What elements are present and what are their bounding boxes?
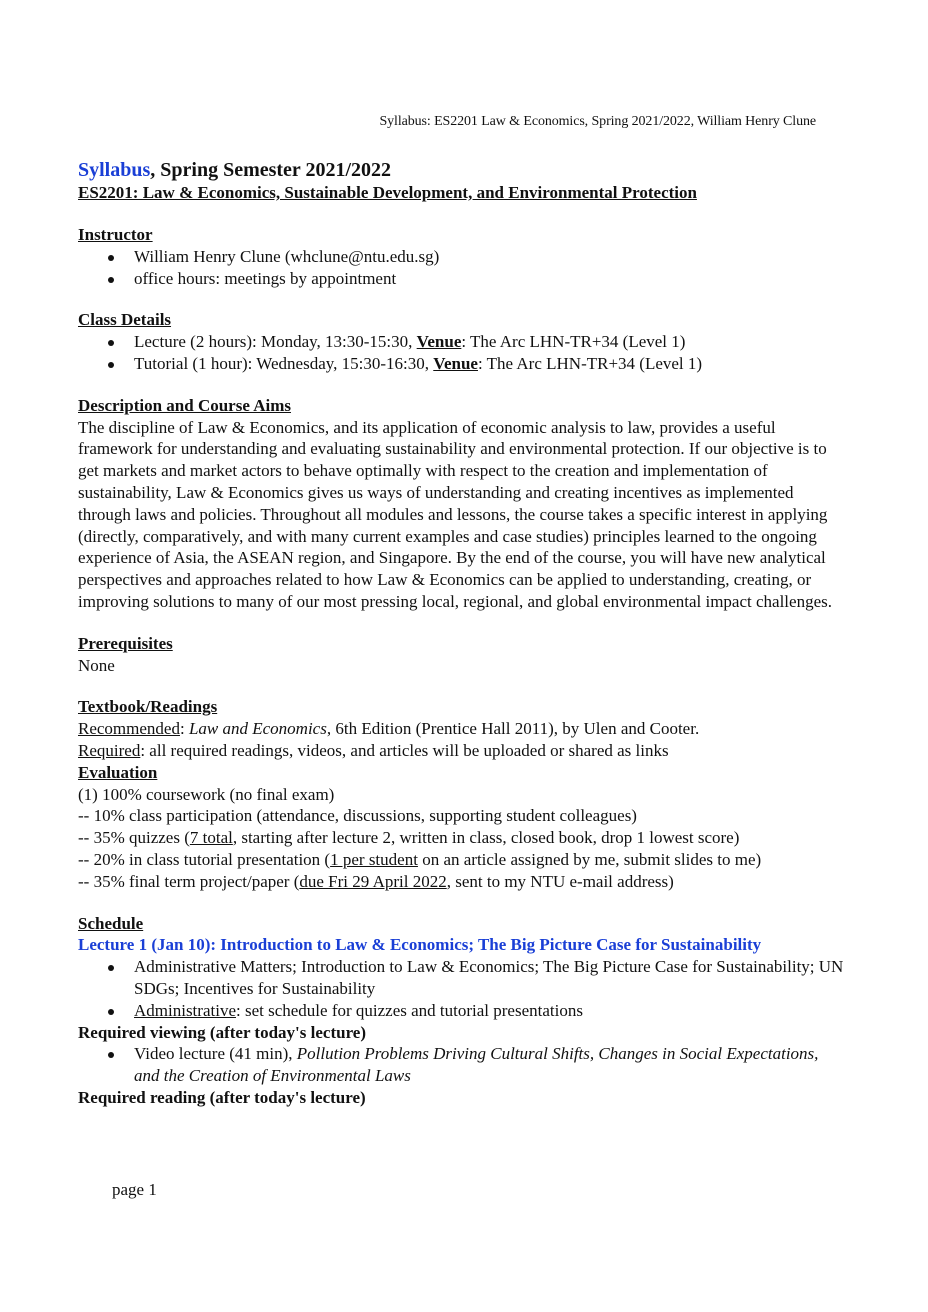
- administrative-label: Administrative: [134, 1000, 236, 1020]
- textbook-heading: Textbook/Readings: [78, 697, 218, 717]
- video-title: Pollution Problems Driving Cultural Shifts, Changes in Social Expectations, and the Creation of Environmental Laws: [134, 1044, 819, 1086]
- class-details-heading: Class Details: [78, 310, 172, 330]
- venue-label: Venue: [416, 332, 462, 352]
- project-pre: -- 35% final term project/paper (: [78, 871, 300, 891]
- lecture-time: Lecture (2 hours): Monday, 13:30-15:30,: [134, 332, 417, 352]
- list-item: Administrative Matters; Introduction to Law & Economics; The Big Picture Case for Sustainability; UN SDGs; Incentives for Sustainability: [134, 956, 848, 1000]
- video-pre: Video lecture (41 min),: [134, 1044, 297, 1064]
- title-syllabus-word: Syllabus: [78, 159, 151, 181]
- document-title: [78, 158, 848, 182]
- instructor-heading: Instructor: [78, 225, 153, 244]
- required-reading-heading: Required reading (after today's lecture): [78, 1087, 366, 1107]
- evaluation-line: [78, 827, 848, 849]
- tutorial-per-student: 1 per student: [330, 849, 418, 869]
- description-heading: Description and Course Aims: [78, 395, 291, 415]
- evaluation-heading: Evaluation: [78, 762, 158, 782]
- instructor-list: [78, 246, 848, 290]
- list-item: office hours: meetings by appointment: [134, 268, 848, 290]
- page-number: page 1: [112, 1180, 157, 1199]
- evaluation-line: [78, 871, 848, 893]
- textbook-title: Law and Economics: [188, 719, 327, 739]
- list-item: [134, 1043, 848, 1087]
- quiz-pre: -- 35% quizzes (: [78, 828, 190, 848]
- required-text: : all required readings, videos, and articles will be uploaded or shared as links: [140, 740, 669, 760]
- lecture-1-list: [78, 956, 848, 1021]
- tutorial-time: Tutorial (1 hour): Wednesday, 15:30-16:30,: [134, 353, 434, 373]
- quiz-post: , starting after lecture 2, written in class, closed book, drop 1 lowest score): [232, 828, 740, 848]
- tutorial-venue: : The Arc LHN-TR+34 (Level 1): [477, 353, 703, 373]
- evaluation-line: [78, 849, 848, 871]
- class-details-list: [78, 331, 848, 375]
- list-item: William Henry Clune (whclune@ntu.edu.sg): [134, 246, 848, 268]
- lecture-venue: : The Arc LHN-TR+34 (Level 1): [461, 332, 686, 352]
- recommended-sep: :: [179, 719, 189, 739]
- quiz-total: 7 total: [189, 828, 233, 848]
- running-header: Syllabus: ES2201 Law & Economics, Spring 2021/2022, William Henry Clune: [379, 114, 816, 129]
- lecture-detail: [134, 331, 848, 353]
- course-title: ES2201: Law & Economics, Sustainable Development, and Environmental Protection: [78, 183, 697, 202]
- recommended-line: [78, 718, 848, 740]
- list-item: [134, 1000, 848, 1022]
- title-semester: , Spring Semester 2021/2022: [150, 159, 391, 181]
- project-post: , sent to my NTU e-mail address): [446, 871, 674, 891]
- schedule-heading: Schedule: [78, 913, 144, 933]
- tutorial-pre: -- 20% in class tutorial presentation (: [78, 849, 331, 869]
- required-label: Required: [78, 740, 141, 760]
- prerequisites-text: None: [78, 655, 115, 675]
- tutorial-post: on an article assigned by me, submit slides to me): [417, 849, 762, 869]
- lecture-1-title: Lecture 1 (Jan 10): Introduction to Law & Economics; The Big Picture Case for Sustainability: [78, 935, 762, 955]
- tutorial-detail: [134, 353, 848, 375]
- description-paragraph: The discipline of Law & Economics, and its application of economic analysis to law, provides a useful framework for understanding and evaluating sustainability and environmental protection. If our objective is to get markets and market actors to behave optimally with respect to the creation and implementation of sustainability, Law & Economics gives us ways of understanding and creating incentives as implemented through laws and policies. Throughout all modules and lessons, the course takes a specific interest in applying (directly, comparatively, and with many current examples and case studies) principles learned to the ongoing experience of Asia, the ASEAN region, and Singapore. By the end of the course, you will have new analytical perspectives and approaches related to how Law & Economics can be applied to understanding, creating, or improving solutions to many of our most pressing local, regional, and global environmental impact challenges.: [78, 417, 832, 611]
- required-viewing-heading: Required viewing (after today's lecture): [78, 1022, 367, 1042]
- viewing-list: [78, 1043, 848, 1087]
- textbook-details: , 6th Edition (Prentice Hall 2011), by Ulen and Cooter.: [326, 719, 700, 739]
- prerequisites-heading: Prerequisites: [78, 633, 173, 653]
- recommended-label: Recommended: [78, 719, 180, 739]
- required-line: [78, 740, 848, 762]
- project-due: due Fri 29 April 2022: [299, 871, 447, 891]
- evaluation-line: (1) 100% coursework (no final exam): [78, 784, 335, 804]
- evaluation-line: -- 10% class participation (attendance, discussions, supporting student colleagues): [78, 806, 637, 826]
- administrative-text: : set schedule for quizzes and tutorial presentations: [235, 1000, 583, 1020]
- venue-label: Venue: [433, 353, 478, 373]
- syllabus-body: [78, 158, 848, 1109]
